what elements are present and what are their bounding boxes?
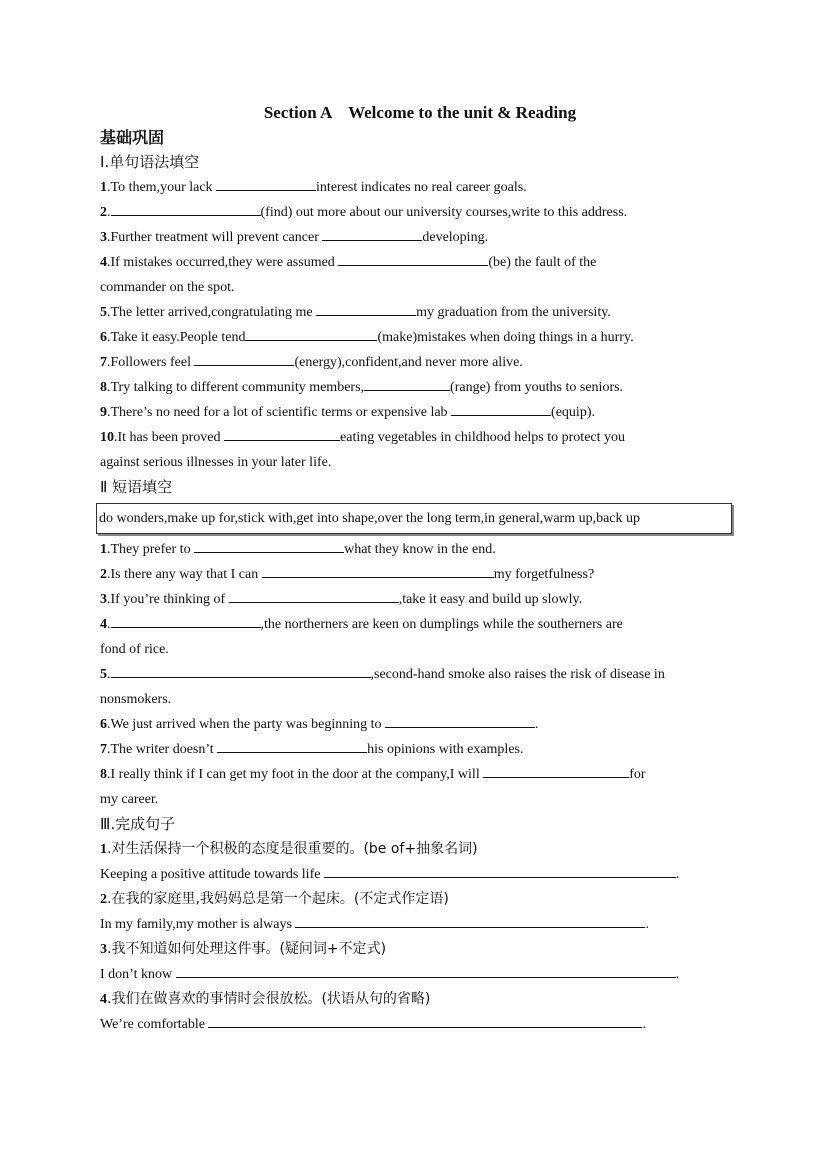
answer-blank[interactable] [111, 201, 261, 216]
p1-item: 2. (find) out more about our university courses,write to this address. [100, 200, 730, 225]
p3-item-answer: We’re comfortable . [100, 1012, 730, 1037]
answer-blank[interactable] [176, 963, 676, 978]
p2-item: 4. ,the northerners are keen on dumplings while the southerners are [100, 612, 730, 637]
answer-blank[interactable] [322, 226, 422, 241]
answer-blank[interactable] [483, 763, 629, 778]
part3-heading [100, 812, 730, 837]
answer-blank[interactable] [194, 351, 294, 366]
p2-item-continued: fond of rice. [100, 642, 169, 657]
p1-item: 10.It has been proved eating vegetables in childhood helps to protect you [100, 425, 730, 450]
p2-item: 8.I really think if I can get my foot in the door at the company,I will for [100, 762, 730, 787]
p3-item-prompt: 3.我不知道如何处理这件事。(疑问词+不定式) [100, 941, 387, 957]
answer-blank[interactable] [217, 738, 367, 753]
answer-blank[interactable] [245, 326, 377, 341]
p1-item-continued: commander on the spot. [100, 280, 235, 295]
answer-blank[interactable] [316, 301, 416, 316]
p1-item: 1.To them,your lack interest indicates no real career goals. [100, 175, 730, 200]
answer-blank[interactable] [364, 376, 450, 391]
answer-blank[interactable] [208, 1013, 642, 1028]
p1-item: 6.Take it easy.People tend (make)mistakes when doing things in a hurry. [100, 325, 730, 350]
p1-item: 3.Further treatment will prevent cancer developing. [100, 225, 730, 250]
p2-item: 1.They prefer to what they know in the end. [100, 537, 730, 562]
answer-blank[interactable] [224, 426, 340, 441]
p2-item: 3.If you’re thinking of ,take it easy and build up slowly. [100, 587, 730, 612]
answer-blank[interactable] [194, 538, 344, 553]
part1-label: .单句语法填空 [104, 153, 200, 171]
answer-blank[interactable] [338, 251, 488, 266]
answer-blank[interactable] [324, 863, 676, 878]
p2-item-continued: my career. [100, 792, 159, 807]
part3-label: .完成句子 [110, 815, 176, 833]
part2-heading [100, 475, 730, 500]
p3-item-answer: In my family,my mother is always . [100, 912, 730, 937]
p2-item: 6.We just arrived when the party was beginning to . [100, 712, 730, 737]
part1-numeral: Ⅰ [100, 155, 105, 171]
p1-item: 8.Try talking to different community members, (range) from youths to seniors. [100, 375, 730, 400]
section-heading: 基础巩固 [100, 128, 165, 147]
part3-numeral: Ⅲ [100, 817, 111, 833]
part1-heading [100, 150, 730, 175]
p2-item: 2.Is there any way that I can my forgetfulness? [100, 562, 730, 587]
p2-item: 7.The writer doesn’t his opinions with examples. [100, 737, 730, 762]
part2-label: 短语填空 [107, 478, 173, 496]
part2-numeral: Ⅱ [100, 480, 108, 496]
answer-blank[interactable] [111, 613, 261, 628]
answer-blank[interactable] [451, 401, 551, 416]
p3-item-answer: Keeping a positive attitude towards life . [100, 862, 730, 887]
answer-blank[interactable] [229, 588, 399, 603]
p1-item: 7.Followers feel (energy),confident,and never more alive. [100, 350, 730, 375]
p3-item-prompt: 2.在我的家庭里,我妈妈总是第一个起床。(不定式作定语) [100, 891, 449, 907]
p3-item-prompt: 1.对生活保持一个积极的态度是很重要的。(be of+抽象名词) [100, 841, 478, 857]
p1-item: 4.If mistakes occurred,they were assumed (be) the fault of the [100, 250, 730, 275]
p2-item-continued: nonsmokers. [100, 692, 172, 707]
phrase-word-box: do wonders,make up for,stick with,get into shape,over the long term,in general,warm up,back up [96, 503, 732, 534]
answer-blank[interactable] [216, 176, 316, 191]
p3-item-answer: I don’t know . [100, 962, 730, 987]
p1-item: 5.The letter arrived,congratulating me my graduation from the university. [100, 300, 730, 325]
p3-item-prompt: 4.我们在做喜欢的事情时会很放松。(状语从句的省略) [100, 991, 431, 1007]
answer-blank[interactable] [262, 563, 494, 578]
answer-blank[interactable] [111, 663, 371, 678]
page-title: Section A Welcome to the unit & Reading [263, 103, 577, 122]
answer-blank[interactable] [385, 713, 535, 728]
p1-item: 9.There’s no need for a lot of scientific terms or expensive lab (equip). [100, 400, 730, 425]
p2-item: 5. ,second-hand smoke also raises the risk of disease in [100, 662, 730, 687]
worksheet-page [100, 100, 730, 1037]
answer-blank[interactable] [295, 913, 645, 928]
p1-item-continued: against serious illnesses in your later life. [100, 455, 332, 470]
